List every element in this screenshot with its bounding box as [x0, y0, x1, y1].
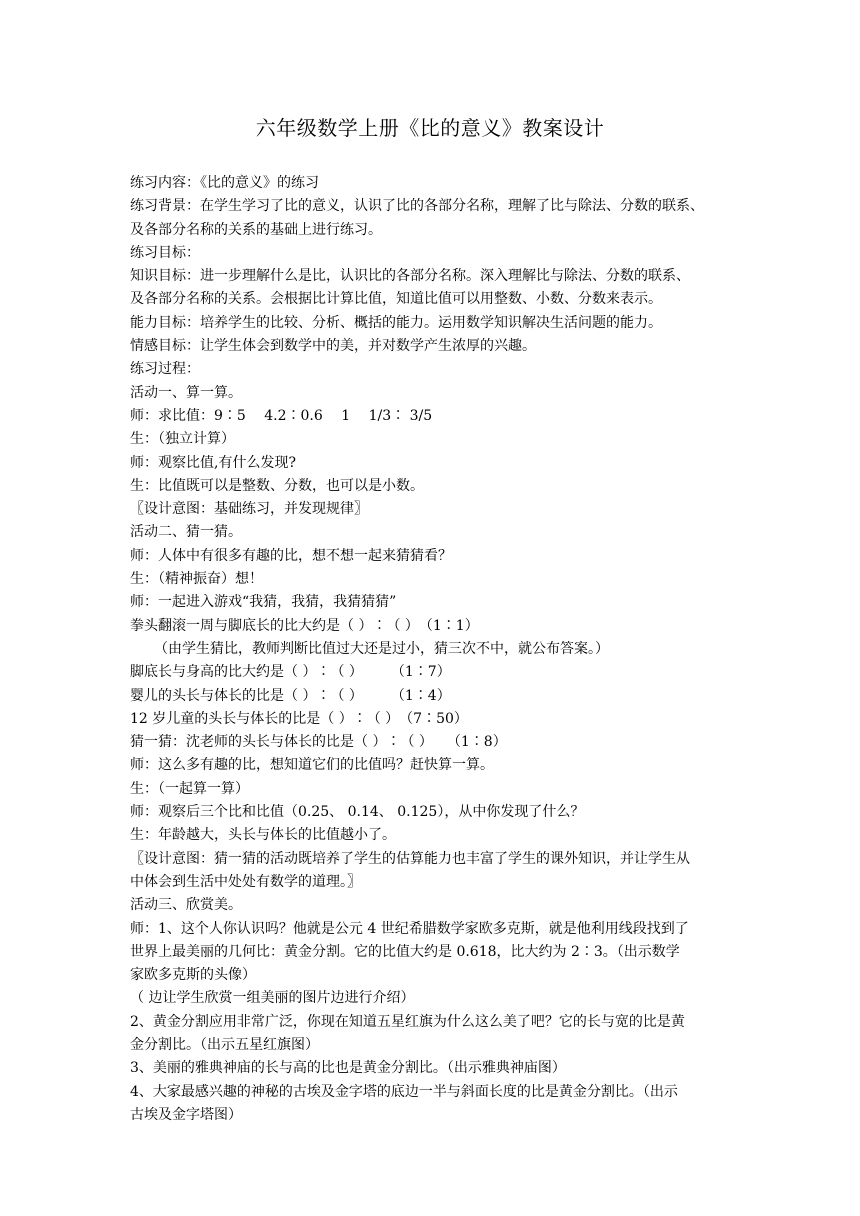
text-line: 师：一起进入游戏“我猜，我猜，我猜猜猜” — [130, 594, 397, 611]
text-line: 〖设计意图：猜一猜的活动既培养了学生的估算能力也丰富了学生的课外知识，并让学生从 — [130, 850, 690, 867]
text-line: 生：比值既可以是整数、分数，也可以是小数。 — [130, 477, 424, 494]
text-line: 师：求比值：9∶5 4.2∶0.6 1 1/3∶ 3/5 — [130, 407, 433, 424]
text-line: 生：（独立计算） — [130, 431, 235, 448]
text-line: 及各部分名称的关系的基础上进行练习。 — [130, 221, 382, 238]
text-line: 活动二、猜一猜。 — [130, 524, 242, 541]
text-line: 活动三、欣赏美。 — [130, 897, 242, 914]
text-line: 拳头翻滚一周与脚底长的比大约是（ ）∶（ ） （1∶1） — [130, 617, 479, 634]
text-line: 12 岁儿童的头长与体长的比是（ ）∶（ ） （7∶50） — [130, 710, 468, 727]
text-line: 练习内容：《比的意义》的练习 — [130, 175, 319, 191]
text-line: 2、黄金分割应用非常广泛，你现在知道五星红旗为什么这么美了吧？它的长与宽的比是黄 — [130, 1013, 685, 1030]
text-line: 婴儿的头长与体长的比是（ ）∶（ ） （1∶4） — [130, 687, 451, 704]
text-line: 能力目标：培养学生的比较、分析、概括的能力。运用数学知识解决生活问题的能力。 — [130, 314, 662, 331]
text-line: 中体会到生活中处处有数学的道理。〗 — [130, 873, 361, 890]
text-line: （ 边让学生欣赏一组美丽的图片边进行介绍） — [130, 990, 415, 1007]
text-line: 练习目标： — [130, 244, 200, 261]
text-line: 生：（精神振奋）想！ — [130, 571, 263, 588]
text-line: 古埃及金字塔图） — [130, 1106, 242, 1123]
text-line: （由学生猜比，教师判断比值过大还是过小，猜三次不中，就公布答案。） — [154, 640, 609, 657]
text-line: 家欧多克斯的头像） — [130, 967, 256, 984]
text-line: 练习背景：在学生学习了比的意义，认识了比的各部分名称，理解了比与除法、分数的联系、 — [130, 198, 704, 215]
text-line: 〖设计意图：基础练习，并发现规律〗 — [130, 501, 368, 518]
text-line: 4、大家最感兴趣的神秘的古埃及金字塔的底边一半与斜面长度的比是黄金分割比。（出示 — [130, 1083, 678, 1100]
text-line: 金分割比。（出示五星红旗图） — [130, 1036, 319, 1053]
text-line: 师：1、这个人你认识吗？他就是公元 4 世纪希腊数学家欧多克斯，就是他利用线段找到了 — [130, 920, 689, 937]
text-line: 练习过程： — [130, 361, 200, 378]
text-line: 师：人体中有很多有趣的比，想不想一起来猜猜看？ — [130, 547, 452, 564]
text-line: 师：这么多有趣的比，想知道它们的比值吗？赶快算一算。 — [130, 757, 494, 774]
text-line: 脚底长与身高的比大约是（ ）∶（ ） （1∶7） — [130, 664, 451, 681]
text-line: 猜一猜：沈老师的头长与体长的比是（ ）∶（ ） （1∶8） — [130, 734, 507, 751]
text-line: 生：（一起算一算） — [130, 780, 249, 797]
text-line: 世界上最美丽的几何比：黄金分割。它的比值大约是 0.618，比大约为 2∶3。（出示数学 — [130, 943, 680, 960]
text-line: 生：年龄越大，头长与体长的比值越小了。 — [130, 827, 396, 844]
text-line: 3、美丽的雅典神庙的长与高的比也是黄金分割比。（出示雅典神庙图） — [130, 1060, 566, 1077]
text-line: 师：观察后三个比和比值（0.25、 0.14、 0.125），从中你发现了什么？ — [130, 804, 585, 821]
text-line: 情感目标：让学生体会到数学中的美，并对数学产生浓厚的兴趣。 — [130, 338, 536, 355]
document-title: 六年级数学上册《比的意义》教案设计 — [255, 116, 605, 140]
text-line: 知识目标：进一步理解什么是比，认识比的各部分名称。深入理解比与除法、分数的联系、 — [130, 268, 690, 285]
text-line: 活动一、算一算。 — [130, 384, 242, 401]
text-line: 及各部分名称的关系。会根据比计算比值，知道比值可以用整数、小数、分数来表示。 — [130, 291, 662, 308]
document-body — [130, 172, 735, 1127]
text-line: 师：观察比值,有什么发现? — [130, 454, 296, 471]
